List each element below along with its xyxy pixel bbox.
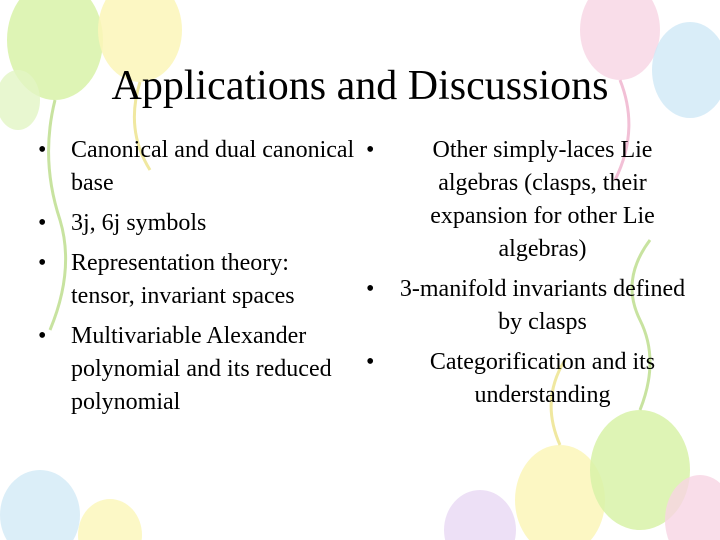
bullet-icon: • <box>366 276 375 302</box>
list-item-text: Categorification and its understanding <box>429 349 656 408</box>
balloon-yellow-left-icon <box>78 499 142 540</box>
list-item <box>366 273 686 339</box>
list-item-text: Representation theory: tensor, invariant spaces <box>71 250 295 309</box>
list-item <box>366 346 686 412</box>
list-item-text: Other simply-laces Lie algebras (clasps, their expansion for other Lie algebras) <box>430 137 655 262</box>
list-item-text: 3-manifold invariants defined by clasps <box>399 276 686 335</box>
list-item-text: Multivariable Alexander polynomial and its reduced polynomial <box>71 323 332 415</box>
bullet-icon: • <box>38 250 47 276</box>
balloon-blue-bottom-icon <box>0 470 80 540</box>
bullet-icon: • <box>38 210 47 236</box>
bullet-icon: • <box>366 137 375 163</box>
bullet-icon: • <box>38 323 47 349</box>
balloon-purple-bottom-icon <box>444 490 516 540</box>
list-item <box>38 134 358 200</box>
bullet-icon: • <box>38 137 47 163</box>
slide-title: Applications and Discussions <box>111 63 609 109</box>
list-item <box>366 134 686 266</box>
left-bullet-list <box>38 134 358 426</box>
bullet-icon: • <box>366 349 375 375</box>
list-item <box>38 247 358 313</box>
right-bullet-list <box>366 134 686 419</box>
list-item <box>38 320 358 419</box>
list-item-text: Canonical and dual canonical base <box>71 137 355 196</box>
list-item-text: 3j, 6j symbols <box>71 210 207 236</box>
list-item <box>38 207 358 240</box>
